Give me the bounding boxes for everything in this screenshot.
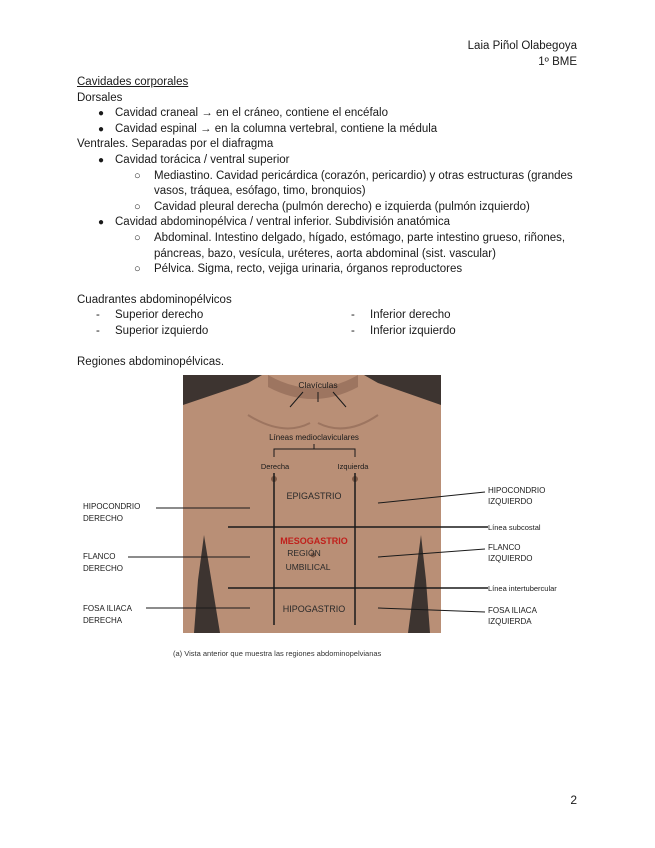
page-content <box>77 75 587 370</box>
label-epigastrio: EPIGASTRIO <box>286 491 342 501</box>
abdominopelvica-sublist <box>77 231 587 278</box>
label-hipocondrio-derecho-1: HIPOCONDRIO <box>83 502 141 511</box>
bullet-icon: ● <box>98 108 105 120</box>
label-hipocondrio-izquierdo-1: HIPOCONDRIO <box>488 486 546 495</box>
page-header <box>468 38 577 70</box>
cuadrantes-list <box>77 308 587 339</box>
list-item: ● Cavidad torácica / ventral superior <box>77 153 587 169</box>
section-title: Cavidades corporales <box>77 76 189 88</box>
page-number: 2 <box>570 793 577 807</box>
list-item: - Superior derecho <box>96 309 204 322</box>
list-item: ● Cavidad abdominopélvica / ventral inferior. Subdivisión anatómica <box>77 215 587 231</box>
label-claviculas: Clavículas <box>298 380 338 390</box>
list-item: ● Cavidad espinal → en la columna vertebral, contiene la médula <box>77 122 587 138</box>
ventrales-list-2 <box>77 215 587 231</box>
list-item: ○ Pélvica. Sigma, recto, vejiga urinaria, órganos reproductores <box>77 262 587 278</box>
list-item: ○ Abdominal. Intestino delgado, hígado, estómago, parte intestino grueso, riñones, páncreas, bazo, vesícula, uréteres, aorta abdominal (sist. vascular) <box>134 231 566 260</box>
label-linea-intertubercular: Línea intertubercular <box>488 584 557 593</box>
bullet-icon: ● <box>98 123 105 135</box>
course-label: 1º BME <box>538 56 577 68</box>
toracica-sublist <box>77 169 587 216</box>
label-fosa-iliaca-izquierda-2: IZQUIERDA <box>488 617 532 626</box>
circle-bullet-icon: ○ <box>134 200 141 213</box>
author-name: Laia Piñol Olabegoya <box>467 40 577 52</box>
list-item: ○ Mediastino. Cavidad pericárdica (corazón, pericardio) y otras estructuras (grandes vasos, tráquea, esófago, timo, bronquios) <box>134 169 573 198</box>
circle-bullet-icon: ○ <box>134 263 141 276</box>
circle-bullet-icon: ○ <box>134 231 141 244</box>
label-flanco-derecho-2: DERECHO <box>83 564 124 573</box>
abdominal-regions-figure <box>78 375 588 665</box>
label-lineas-medioclaviculares: Líneas medioclaviculares <box>269 433 359 442</box>
cuadrantes-column-right <box>332 308 587 339</box>
label-mesogastrio: MESOGASTRIO <box>280 536 348 546</box>
bullet-icon: ● <box>98 217 105 229</box>
regiones-heading: Regiones abdominopélvicas. <box>77 355 225 368</box>
abdominal-regions-diagram <box>78 375 588 665</box>
label-region: REGIÓN <box>287 548 321 558</box>
dorsales-heading: Dorsales <box>77 91 123 104</box>
label-flanco-izquierdo-1: FLANCO <box>488 543 521 552</box>
label-izquierda: Izquierda <box>337 462 369 471</box>
list-item: - Inferior izquierdo <box>351 324 456 337</box>
torso-shape <box>183 375 441 633</box>
dorsales-list <box>77 106 587 137</box>
list-item: - Inferior derecho <box>351 309 451 322</box>
label-derecha: Derecha <box>260 462 290 471</box>
cuadrantes-column-left <box>77 308 332 339</box>
label-hipocondrio-izquierdo-2: IZQUIERDO <box>488 497 533 506</box>
label-umbilical: UMBILICAL <box>285 562 331 572</box>
ventrales-list <box>77 153 587 169</box>
ventrales-heading: Ventrales. Separadas por el diafragma <box>77 138 274 151</box>
list-item: ● Cavidad craneal → en el cráneo, contiene el encéfalo <box>77 106 587 122</box>
figure-caption: (a) Vista anterior que muestra las regiones abdominopelvianas <box>173 649 382 658</box>
label-linea-subcostal: Línea subcostal <box>488 523 541 532</box>
label-fosa-iliaca-derecha-2: DERECHA <box>83 616 123 625</box>
label-hipocondrio-derecho-2: DERECHO <box>83 514 124 523</box>
list-item: ○ Cavidad pleural derecha (pulmón derecho) e izquierda (pulmón izquierdo) <box>77 200 587 216</box>
label-fosa-iliaca-derecha-1: FOSA ILIACA <box>83 604 132 613</box>
label-hipogastrio: HIPOGASTRIO <box>282 604 346 614</box>
label-flanco-izquierdo-2: IZQUIERDO <box>488 554 533 563</box>
cuadrantes-heading: Cuadrantes abdominopélvicos <box>77 293 232 306</box>
bullet-icon: ● <box>98 154 105 166</box>
circle-bullet-icon: ○ <box>134 169 141 182</box>
label-fosa-iliaca-izquierda-1: FOSA ILIACA <box>488 606 537 615</box>
list-item: - Superior izquierdo <box>96 324 209 337</box>
label-flanco-derecho-1: FLANCO <box>83 552 116 561</box>
